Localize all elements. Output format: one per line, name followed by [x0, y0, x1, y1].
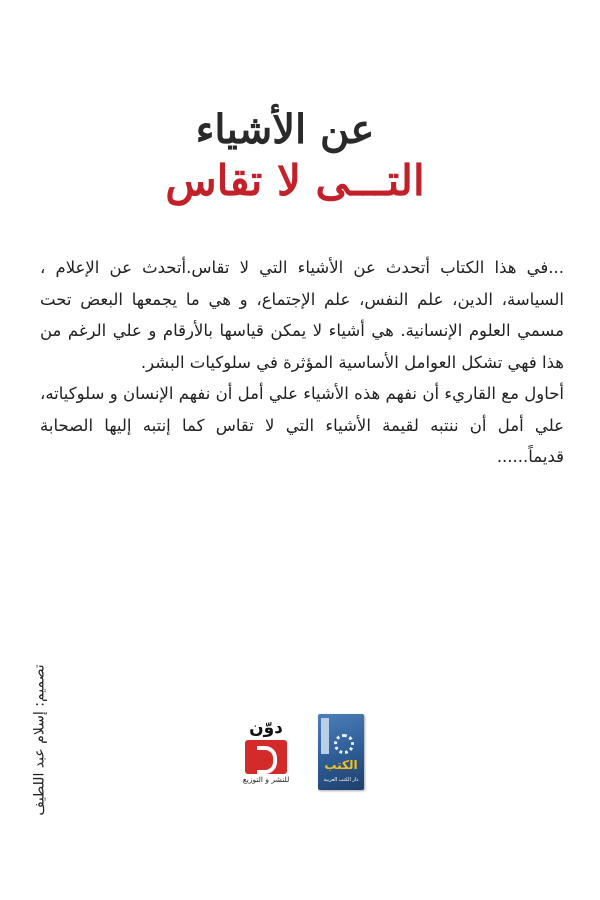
- book-spine-icon: [321, 718, 329, 754]
- dawen-logo-name: دوّن: [249, 718, 283, 738]
- dar-alkotob-publisher-logo: [318, 714, 364, 790]
- designer-credit-text: تصميم: إسلام عبد اللطيف: [32, 664, 48, 816]
- designer-credit: [10, 650, 70, 830]
- dawen-publisher-logo: [236, 718, 296, 788]
- book-title: [0, 106, 600, 208]
- blurb-paragraph-1: ...في هذا الكتاب أتحدث عن الأشياء التي لا تقاس.أتحدث عن الإعلام ، السياسة، الدين، علم النفس، علم الإجتماع، و هي ما يجمعها البعض تحت مسمي العلوم الإنسانية. هي أشياء لا يمكن قياسها بالأرقام و علي الرغم من هذا فهي تشكل العوامل الأساسية المؤثرة في سلوكيات البشر.: [40, 258, 564, 372]
- blurb-text: [40, 252, 564, 473]
- dawen-logo-icon: [245, 740, 287, 774]
- title-line-2: التـــى لا تقاس: [165, 156, 425, 205]
- kotob-logo-tagline: دار الكتب العربية: [323, 777, 359, 783]
- blurb-paragraph-2: أحاول مع القاريء أن نفهم هذه الأشياء علي أمل أن نفهم الإنسان و سلوكياته، علي أمل أن ننتبه لقيمة الأشياء التي لا تقاس كما إنتبه إليها الصحابة قديماً......: [40, 384, 564, 466]
- dawen-logo-tagline: للنشر و التوزيع: [242, 775, 290, 784]
- title-line-1: عن الأشياء: [195, 106, 375, 153]
- globe-dots-icon: [334, 734, 354, 754]
- kotob-logo-name: الكتب: [324, 758, 358, 772]
- book-icon: [318, 714, 364, 790]
